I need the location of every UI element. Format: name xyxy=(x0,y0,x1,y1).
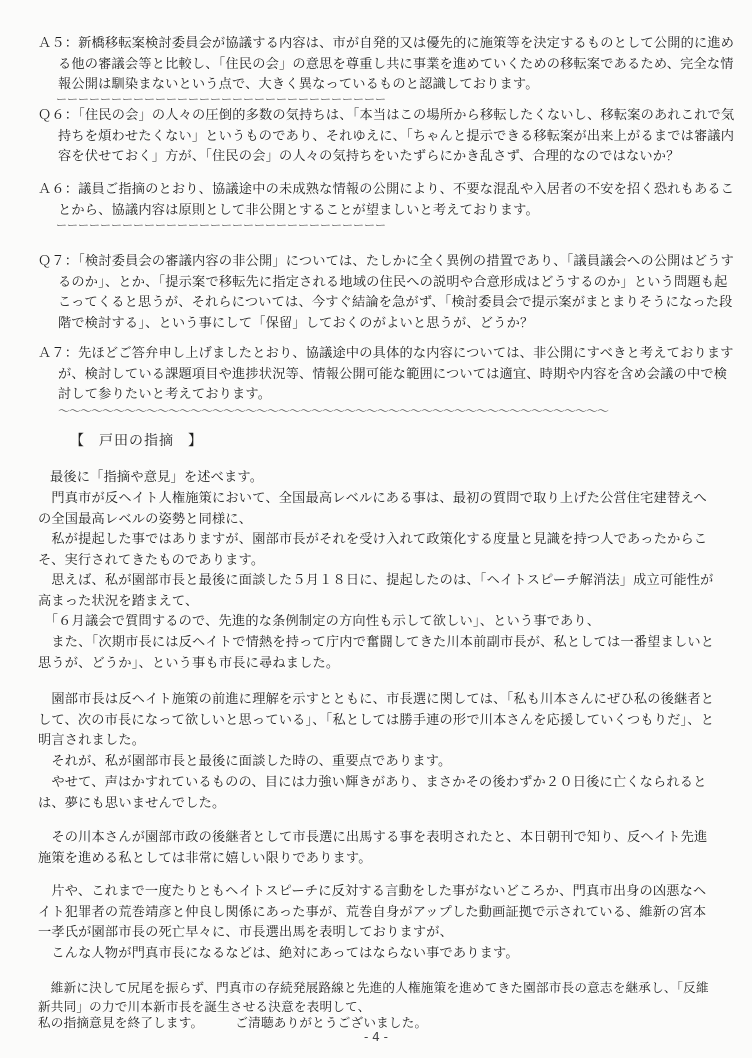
paragraph: こんな人物が門真市長になるなどは、絶対にあってはならない事であります。 xyxy=(38,946,519,961)
paragraph: また、「次期市長には反ヘイトで情熱を持って庁内で奮闘してきた川本前副市長が、私としては一番望ましいと思うが、どうか」、という事も市長に尋ねました。 xyxy=(38,635,715,671)
heading-open-bracket: 【 xyxy=(70,433,85,449)
section-heading xyxy=(70,430,203,450)
page-number: - 4 - xyxy=(364,1030,388,1044)
answer-a6: Ａ６：議員ご指摘のとおり、協議途中の未成熟な情報の公開により、不要な混乱や入居者の不安を招く恐れもあることから、協議内容は原則として非公開とすることが望ましいと考えております。 xyxy=(38,182,735,218)
paragraph: 片や、これまで一度たりともヘイトスピーチに反対する言動をした事がないどころか、門真市出身の凶悪なヘイト犯罪者の荒巻靖彦と仲良し関係にあった事が、荒巻自身がアップした動画証拠で示されている、維新の宮本一孝氏が園部市長の死亡早々に、市長選出馬を表明しておりますが、 xyxy=(38,884,707,941)
paragraph: 最後に「指摘や意見」を述べます。 xyxy=(50,470,264,485)
paragraph: それが、私が園部市長と最後に面談した時の、重要点であります。 xyxy=(38,754,452,769)
answer-a5: Ａ５：新橋移転案検討委員会が協議する内容は、市が自発的又は優先的に施策等を決定するものとして公開的に進める他の審議会等と比較し、「住民の会」の意思を尊重し共に事業を進めていくための移転案であるため、完全な情報公開は馴染まないという点で、大きく異なっているものと認識しております。 xyxy=(38,36,735,93)
paragraph: 私が提起した事ではありますが、園部市長がそれを受け入れて政策化する度量と見識を持つ人であったからこそ、実行されてきたものであります。 xyxy=(38,532,708,568)
paragraph: その川本さんが園部市政の後継者として市長選に出馬する事を表明されたと、本日朝刊で知り、反ヘイト先進施策を進める私としては非常に嬉しい限りであります。 xyxy=(38,830,708,866)
answer-a7: Ａ７：先ほどご答弁申し上げましたとおり、協議途中の具体的な内容については、非公開にすべきと考えておりますが、検討している課題項目や進捗状況等、情報公開可能な範囲については適宜、時期や内容を含め会議の中で検討して参りたいと考えております。 xyxy=(38,346,734,403)
dashed-separator: ーーーーーーーーーーーーーーーーーーーーーーーーーーーーーー xyxy=(56,93,386,106)
dashed-separator: ーーーーーーーーーーーーーーーーーーーーーーーーーーーーーー xyxy=(56,219,386,232)
paragraph: やせて、声はかすれているものの、目には力強い輝きがあり、まさかその後わずか２０日後に亡くなられるとは、夢にも思いませんでした。 xyxy=(38,775,707,811)
wave-separator: ～～～～～～～～～～～～～～～～～～～～～～～～～～～～～～～～～～～～～～～～～～～～～～～～～～ xyxy=(58,404,609,418)
paragraph: 思えば、私が園部市長と最後に面談した５月１８日に、提起したのは、「ヘイトスピーチ解消法」成立可能性が高まった状況を踏まえて、 xyxy=(38,573,714,609)
closing-line: 私の指摘意見を終了します。 ご清聴ありがとうございました。 xyxy=(38,1015,428,1030)
paragraph: 維新に決して尻尾を振らず、門真市の存続発展路線と先進的人権施策を進めてきた園部市長の意志を継承し、「反維新共同」の力で川本新市長を誕生させる決意を表明して、 xyxy=(38,980,709,1014)
heading-close-bracket: 】 xyxy=(188,433,203,449)
question-q7: Ｑ７：「検討委員会の審議内容の非公開」については、たしかに全く異例の措置であり、「議員議会への公開はどうするのか」、とか、「提示案で移転先に指定される地域の住民への説明や合意形成はどうするのか」という問題も起こってくると思うが、それらについては、今すぐ結論を急がず、「検討委員会で提示案がまとまりそうになった段階で検討する」、という事にして「保留」しておくのがよいと思うが、どうか？ xyxy=(38,254,735,331)
paragraph: 園部市長は反ヘイト施策の前進に理解を示すとともに、市長選に関しては、「私も川本さんにぜひ私の後継者として、次の市長になって欲しいと思っている」、「私としては勝手連の形で川本さんを応援していくつもりだ」、と明言されました。 xyxy=(38,692,715,749)
paragraph: 門真市が反ヘイト人権施策において、全国最高レベルにある事は、最初の質問で取り上げた公営住宅建替えへの全国最高レベルの姿勢と同様に、 xyxy=(38,491,707,527)
heading-label: 戸田の指摘 xyxy=(99,433,174,449)
question-q6: Ｑ６：「住民の会」の人々の圧倒的多数の気持ちは、「本当はこの場所から移転したくないし、移転案のあれこれで気持ちを煩わせたくない」というものであり、それゆえに、「ちゃんと提示できる移転案が出来上がるまでは審議内容を伏せておく」方が、「住民の会」の人々の気持ちをいたずらにかき乱さず、合理的なのではないか？ xyxy=(38,108,735,165)
paragraph: 「６月議会で質問するので、先進的な条例制定の方向性も示して欲しい」、という事であり、 xyxy=(38,614,601,629)
